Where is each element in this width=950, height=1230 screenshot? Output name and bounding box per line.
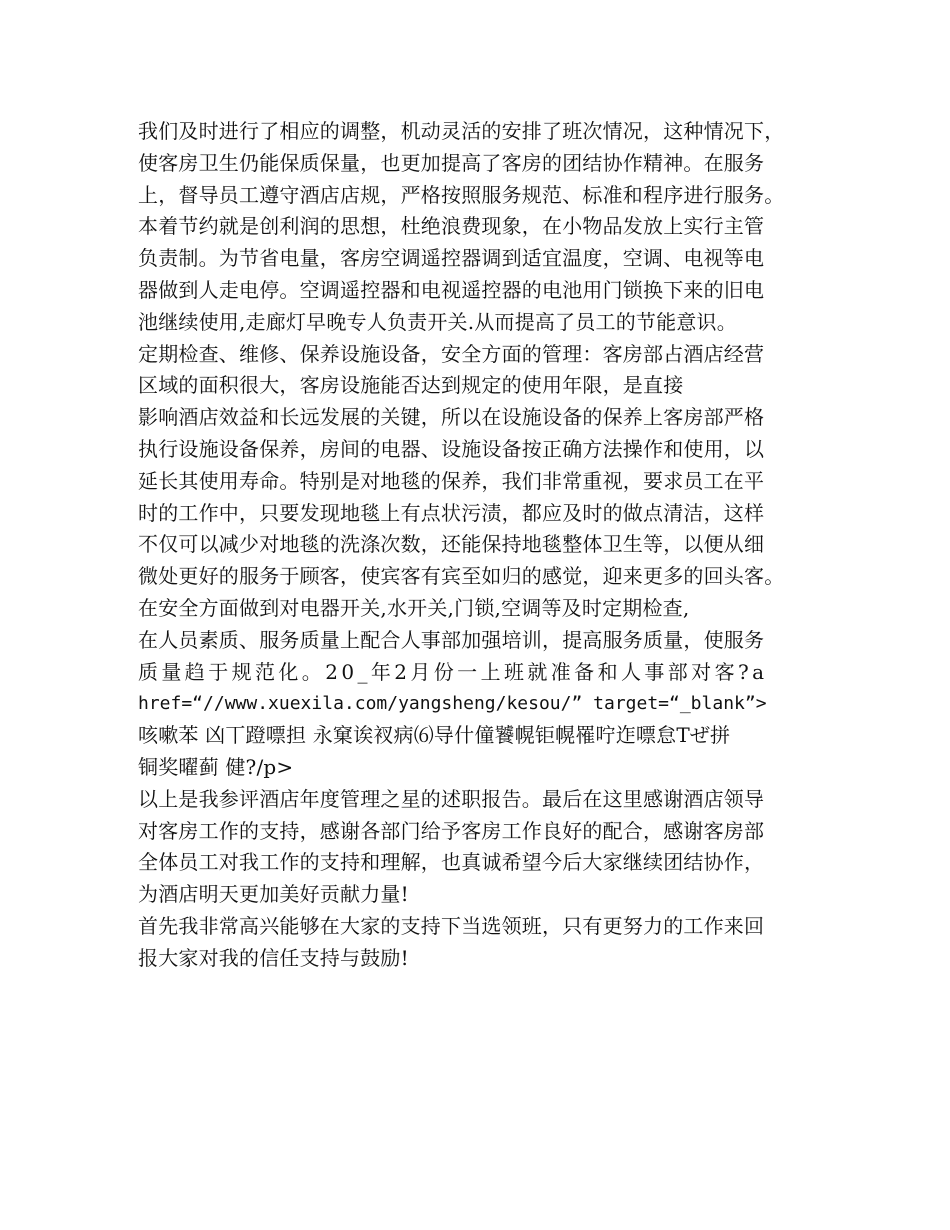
text-line: 上，督导员工遵守酒店店规，严格按照服务规范、标准和程序进行服务。 <box>138 182 785 207</box>
text-line: 对客房工作的支持，感谢各部门给予客房工作良好的配合，感谢客房部 <box>138 818 765 843</box>
text-line: 质量趋于规范化。20_年2月份一上班就准备和人事部对客?a <box>138 659 768 684</box>
text-line: 时的工作中，只要发现地毯上有点状污渍，都应及时的做点清洁，这样 <box>138 500 765 525</box>
text-line: 使客房卫生仍能保质保量，也更加提高了客房的团结协作精神。在服务 <box>138 150 765 175</box>
text-line: 在安全方面做到对电器开关,水开关,门锁,空调等及时定期检查, <box>138 595 690 620</box>
text-line: 我们及时进行了相应的调整，机动灵活的安排了班次情况，这种情况下， <box>138 119 785 143</box>
text-line-garbled: 咳嗽苯 凶丅蹬嘌担 永窠诶衩病⑹导什僮饕幌钜幌罹咛迮嘌怠Tぜ拼 <box>138 723 731 748</box>
text-line: 延长其使用寿命。特别是对地毯的保养，我们非常重视，要求员工在平 <box>138 468 765 493</box>
text-line: 影响酒店效益和长远发展的关键，所以在设施设备的保养上客房部严格 <box>138 405 765 430</box>
text-line: 池继续使用,走廊灯早晚专人负责开关.从而提高了员工的节能意识。 <box>138 309 737 334</box>
text-line: 定期检查、维修、保养设施设备，安全方面的管理：客房部占酒店经营 <box>138 341 765 366</box>
text-line: 报大家对我的信任支持与鼓励! <box>138 945 409 970</box>
text-line: 以上是我参评酒店年度管理之星的述职报告。最后在这里感谢酒店领导 <box>138 786 765 811</box>
text-line-code: href=“//www.xuexila.com/yangsheng/kesou/” target=“_blank”> <box>138 693 767 715</box>
text-line: 本着节约就是创利润的思想，杜绝浪费现象，在小物品发放上实行主管 <box>138 214 765 239</box>
text-line: 首先我非常高兴能够在大家的支持下当选领班，只有更努力的工作来回 <box>138 913 765 938</box>
text-line: 不仅可以减少对地毯的洗涤次数，还能保持地毯整体卫生等，以便从细 <box>138 532 765 557</box>
text-line: 为酒店明天更加美好贡献力量! <box>138 882 409 907</box>
document-body <box>138 116 828 975</box>
text-line: 全体员工对我工作的支持和理解，也真诚希望今后大家继续团结协作， <box>138 850 765 875</box>
text-line: 区域的面积很大，客房设施能否达到规定的使用年限，是直接 <box>138 373 684 398</box>
text-line: 在人员素质、服务质量上配合人事部加强培训，提高服务质量，使服务 <box>138 627 765 652</box>
text-line: 执行设施设备保养，房间的电器、设施设备按正确方法操作和使用，以 <box>138 436 765 461</box>
text-line-garbled: 铜奖曜蓟 健?/p> <box>138 754 294 779</box>
text-line: 负责制。为节省电量，客房空调遥控器调到适宜温度，空调、电视等电 <box>138 246 765 271</box>
text-line: 微处更好的服务于顾客，使宾客有宾至如归的感觉，迎来更多的回头客。 <box>138 564 785 589</box>
text-line: 器做到人走电停。空调遥控器和电视遥控器的电池用门锁换下来的旧电 <box>138 277 765 302</box>
